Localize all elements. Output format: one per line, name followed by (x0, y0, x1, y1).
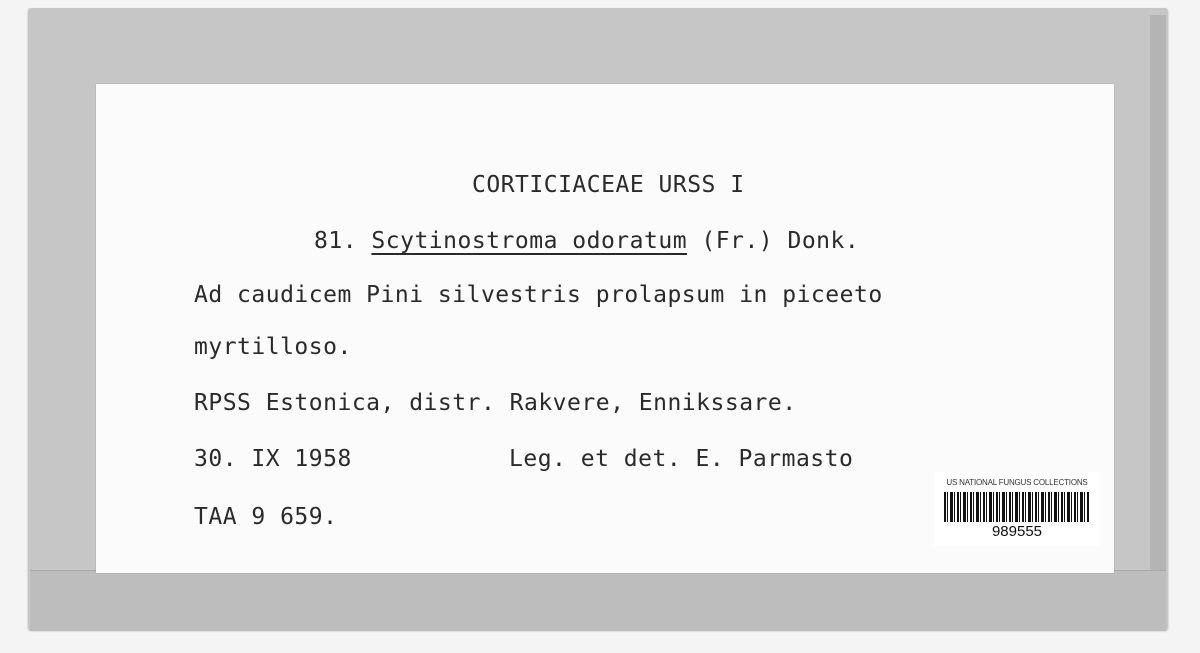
collection-date: 30. IX 1958 (194, 446, 352, 472)
species-line (314, 228, 859, 254)
specimen-number: 81. (314, 228, 358, 254)
herbarium-number: TAA 9 659. (194, 504, 338, 530)
substrate-line-2: myrtilloso. (194, 334, 352, 360)
collector: Leg. et det. E. Parmasto (509, 446, 854, 472)
packet-edge (1150, 15, 1166, 625)
substrate-line-1: Ad caudicem Pini silvestris prolapsum in piceeto (194, 282, 883, 308)
series-title: CORTICIACEAE URSS I (472, 172, 745, 198)
barcode-caption: US NATIONAL FUNGUS COLLECTIONS (946, 478, 1088, 487)
taxon-authority: (Fr.) Donk. (701, 228, 860, 254)
packet-flap (30, 570, 1166, 631)
barcode-number: 989555 (991, 523, 1043, 540)
barcode-sticker (934, 472, 1100, 546)
taxon-name: Scytinostroma odoratum (371, 228, 688, 254)
barcode-bars (944, 492, 1090, 522)
locality: RPSS Estonica, distr. Rakvere, Ennikssare. (194, 390, 797, 416)
